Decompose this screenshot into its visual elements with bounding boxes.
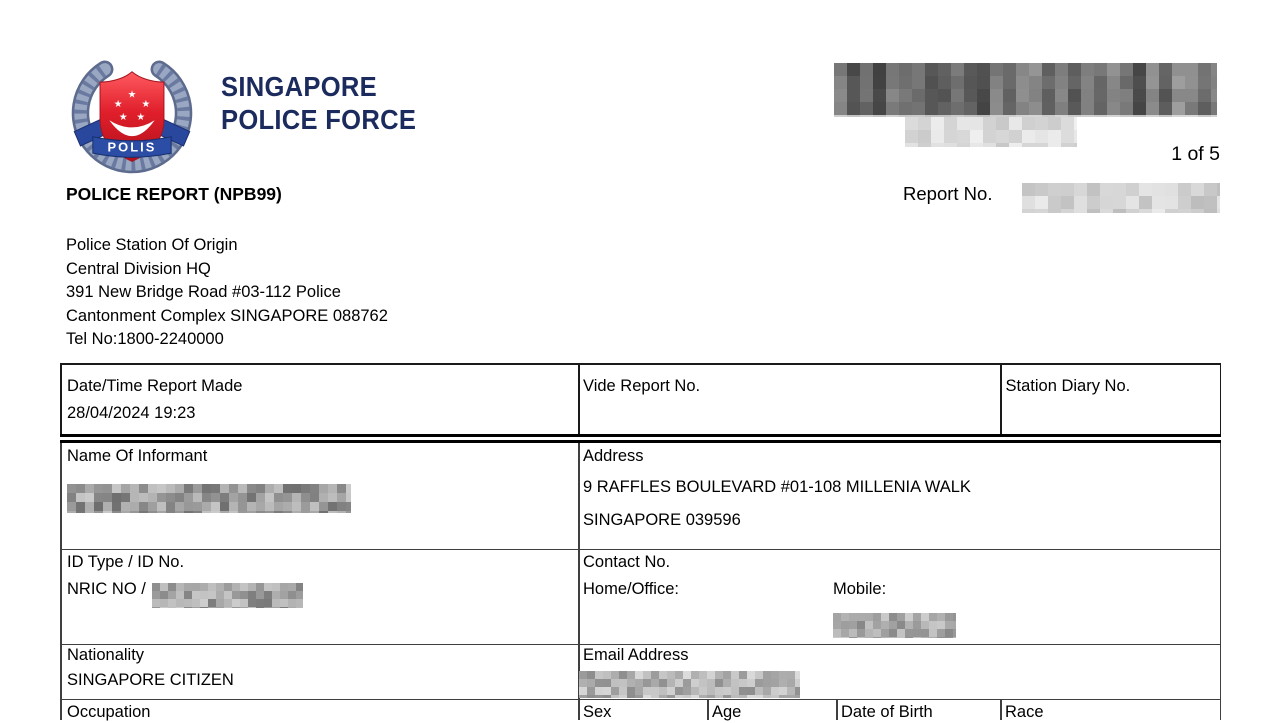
id-type-label: ID Type / ID No. (67, 553, 185, 571)
redacted-document-header-bar (834, 63, 1217, 117)
age-label: Age (712, 703, 742, 721)
station-diary-no-label: Station Diary No. (1005, 377, 1131, 395)
informant-row-divider (60, 699, 1221, 701)
informant-name-label: Name Of Informant (67, 447, 208, 465)
polis-banner-text: POLIS (107, 139, 157, 155)
svg-text:★: ★ (113, 98, 123, 110)
datetime-report-made-value: 28/04/2024 19:23 (67, 404, 196, 422)
meta-table-divider (1000, 363, 1002, 434)
org-wordmark (221, 70, 416, 136)
nationality-value: SINGAPORE CITIZEN (67, 671, 234, 689)
informant-row-divider (60, 549, 1221, 551)
address-line2: SINGAPORE 039596 (583, 511, 741, 529)
meta-table-divider (578, 363, 580, 434)
informant-table-border (60, 443, 62, 720)
sex-label: Sex (583, 703, 612, 721)
race-label: Race (1005, 703, 1044, 721)
station-line: Central Division HQ (66, 259, 211, 278)
contact-no-label: Contact No. (583, 553, 671, 571)
org-wordmark-line2: POLICE FORCE (221, 104, 417, 135)
address-label: Address (583, 447, 644, 465)
station-line: 391 New Bridge Road #03-112 Police (66, 283, 341, 302)
dob-label: Date of Birth (841, 703, 933, 721)
station-line: Cantonment Complex SINGAPORE 088762 (66, 306, 388, 325)
datetime-report-made-label: Date/Time Report Made (67, 377, 243, 395)
page-indicator: 1 of 5 (1171, 143, 1220, 165)
sex-age-divider (707, 699, 709, 720)
org-wordmark-line1: SINGAPORE (221, 71, 377, 102)
vide-report-no-label: Vide Report No. (583, 377, 701, 395)
station-line: Tel No:1800-2240000 (66, 330, 224, 349)
meta-table-top-border (60, 363, 1221, 365)
nationality-label: Nationality (67, 646, 145, 664)
station-line: Police Station Of Origin (66, 236, 238, 254)
informant-table-border (1220, 443, 1222, 720)
mobile-label: Mobile: (833, 580, 887, 598)
id-type-value: NRIC NO / (67, 580, 146, 598)
police-station-of-origin (66, 234, 388, 352)
svg-text:★: ★ (118, 112, 128, 124)
email-address-label: Email Address (583, 646, 689, 664)
redacted-report-number (1022, 183, 1220, 213)
dob-race-divider (1000, 699, 1002, 720)
spf-crest-logo (64, 45, 200, 181)
redacted-email-address (579, 671, 800, 698)
double-rule-top (60, 434, 1221, 438)
redacted-id-number (152, 583, 303, 608)
svg-text:★: ★ (136, 112, 146, 124)
svg-text:★: ★ (141, 98, 151, 110)
address-line1: 9 RAFFLES BOULEVARD #01-108 MILLENIA WALK (583, 478, 971, 496)
redacted-informant-name (67, 484, 351, 513)
meta-table-border (1220, 363, 1222, 434)
home-office-label: Home/Office: (583, 580, 679, 598)
double-rule-bottom (60, 440, 1221, 443)
redacted-mobile-number (833, 613, 956, 638)
report-number-label: Report No. (903, 183, 993, 204)
age-dob-divider (836, 699, 838, 720)
occupation-label: Occupation (67, 703, 151, 721)
meta-table-border (60, 363, 62, 434)
report-title: POLICE REPORT (NPB99) (66, 184, 282, 204)
svg-text:★: ★ (127, 89, 137, 101)
